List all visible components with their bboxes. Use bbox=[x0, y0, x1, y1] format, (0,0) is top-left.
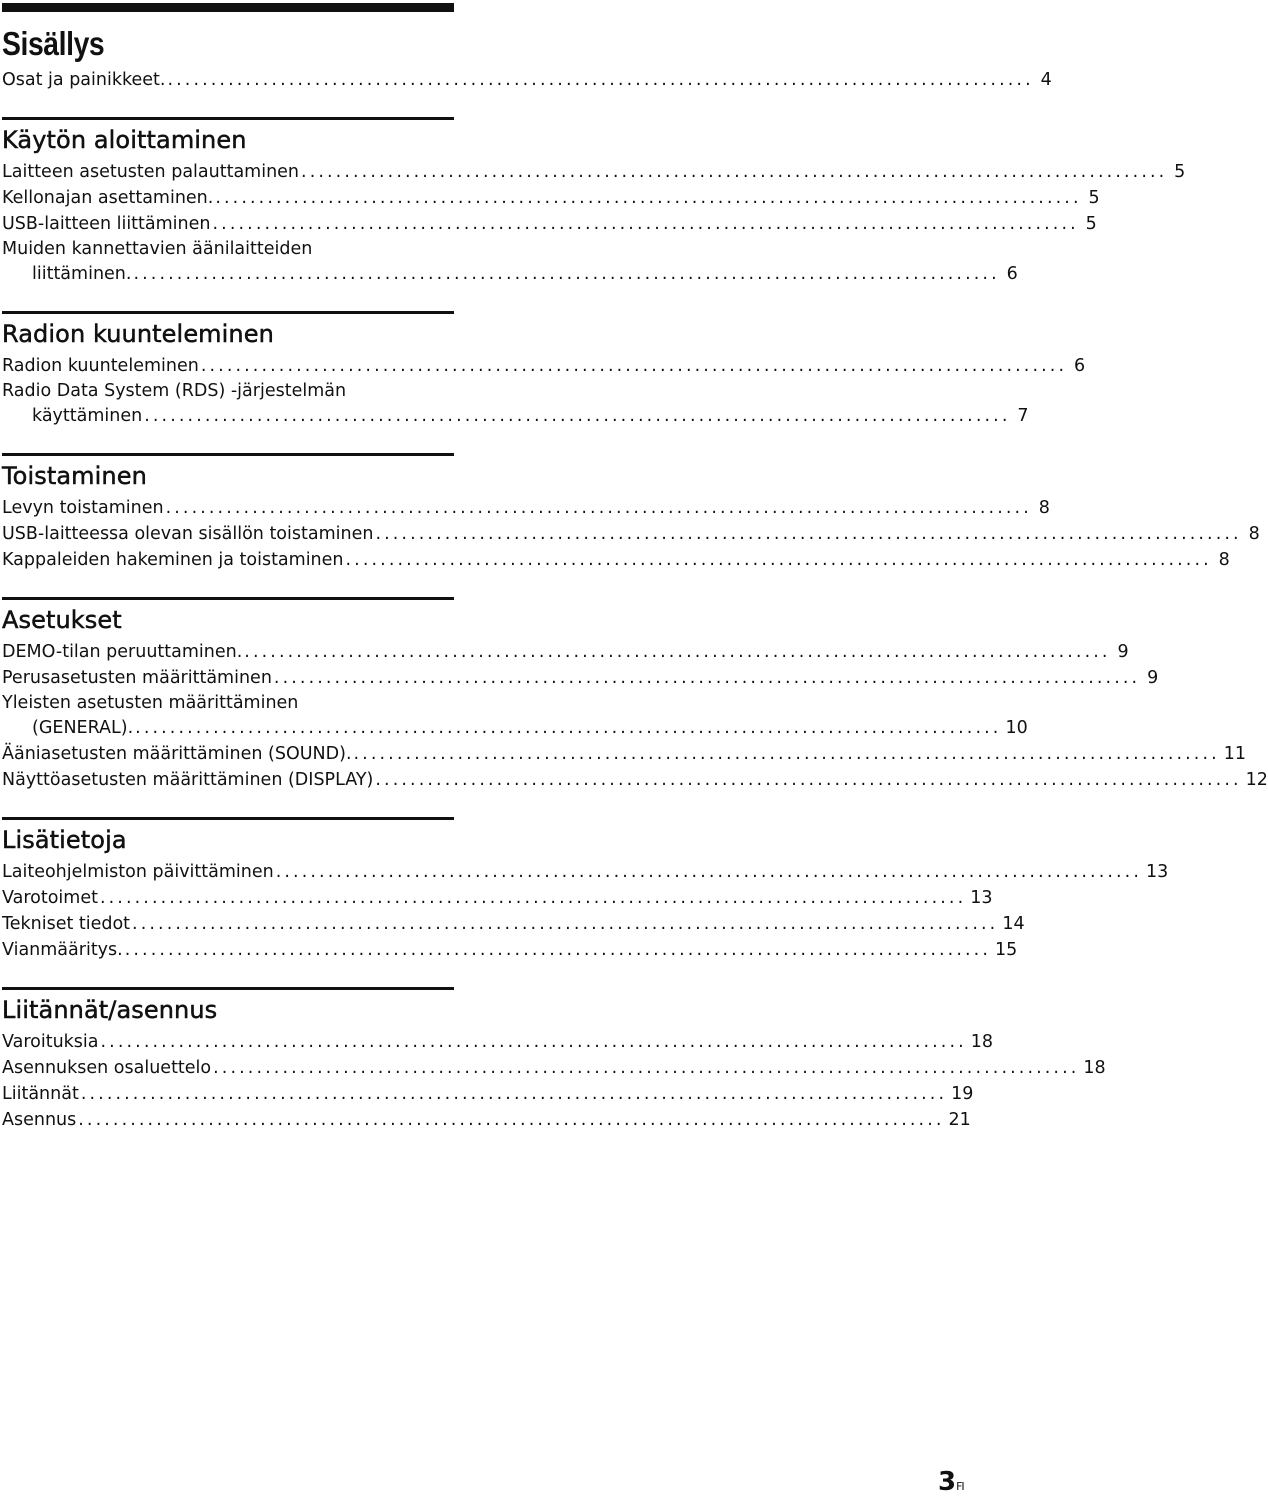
toc-section bbox=[2, 987, 1106, 1133]
toc-entry[interactable] bbox=[2, 691, 1028, 741]
entry-page: 8 bbox=[1038, 498, 1050, 518]
entry-label: Laitteen asetusten palauttaminen bbox=[2, 162, 300, 182]
toc-section bbox=[2, 311, 1086, 429]
dot-leader bbox=[100, 885, 966, 911]
toc-section bbox=[2, 817, 1169, 963]
table-of-contents bbox=[2, 0, 1268, 1133]
dot-leader bbox=[213, 211, 1079, 237]
entry-page: 8 bbox=[1218, 550, 1230, 570]
entry-page: 10 bbox=[1005, 718, 1028, 738]
toc-entry[interactable] bbox=[2, 495, 1050, 521]
toc-sections bbox=[2, 117, 1268, 1133]
toc-entry[interactable] bbox=[2, 67, 1052, 93]
entry-page: 13 bbox=[1146, 862, 1169, 882]
entry-page: 18 bbox=[1083, 1058, 1106, 1078]
dot-leader bbox=[135, 715, 1001, 741]
toc-entry[interactable] bbox=[2, 1081, 974, 1107]
dot-leader bbox=[274, 665, 1140, 691]
dot-leader bbox=[125, 937, 991, 963]
dot-leader bbox=[354, 741, 1220, 767]
toc-entry[interactable] bbox=[2, 1107, 971, 1133]
entry-label: Ääniasetusten määrittäminen (SOUND). bbox=[2, 744, 352, 764]
toc-entry[interactable] bbox=[2, 937, 1018, 963]
entry-label: Tekniset tiedot bbox=[2, 914, 131, 934]
toc-entry[interactable] bbox=[2, 859, 1169, 885]
section-title: Toistaminen bbox=[2, 462, 147, 490]
toc-entry[interactable] bbox=[2, 211, 1097, 237]
toc-entry[interactable] bbox=[2, 159, 1186, 185]
entry-label: USB-laitteessa olevan sisällön toistaminen bbox=[2, 524, 374, 544]
dot-leader bbox=[301, 159, 1167, 185]
entry-page: 5 bbox=[1174, 162, 1186, 182]
entry-page: 9 bbox=[1117, 642, 1129, 662]
dot-leader bbox=[276, 859, 1142, 885]
entry-page: 7 bbox=[1017, 406, 1029, 426]
toc-entry[interactable] bbox=[2, 911, 1025, 937]
entry-page: 9 bbox=[1147, 668, 1159, 688]
toc-entry[interactable] bbox=[2, 639, 1129, 665]
entry-page: 11 bbox=[1223, 744, 1247, 764]
dot-leader bbox=[166, 495, 1032, 521]
page-footer bbox=[938, 1467, 964, 1497]
entry-page: 6 bbox=[1006, 264, 1018, 284]
section-entries bbox=[2, 1029, 1106, 1133]
section-entries bbox=[2, 859, 1169, 963]
title-rule bbox=[2, 3, 454, 12]
toc-section bbox=[2, 453, 1260, 573]
entry-line2 bbox=[2, 403, 1029, 429]
toc-entry[interactable] bbox=[2, 521, 1260, 547]
page-title: Sisällys bbox=[2, 25, 105, 62]
entry-label: Varotoimet bbox=[2, 888, 98, 908]
section-entries bbox=[2, 495, 1260, 573]
section-entries bbox=[2, 353, 1086, 429]
region-code: FI bbox=[956, 1480, 964, 1493]
entry-label: Kappaleiden hakeminen ja toistaminen bbox=[2, 550, 344, 570]
entry-page: 12 bbox=[1245, 770, 1268, 790]
toc-entry[interactable] bbox=[2, 741, 1247, 767]
toc-entry[interactable] bbox=[2, 1055, 1106, 1081]
entry-line2 bbox=[2, 715, 1028, 741]
dot-leader bbox=[101, 1029, 967, 1055]
entry-page: 15 bbox=[995, 940, 1018, 960]
section-title: Käytön aloittaminen bbox=[2, 126, 247, 154]
section-entries bbox=[2, 639, 1268, 793]
dot-leader bbox=[81, 1081, 947, 1107]
entry-page: 5 bbox=[1088, 188, 1100, 208]
entry-label: DEMO-tilan peruuttaminen. bbox=[2, 642, 243, 662]
entry-page: 19 bbox=[951, 1084, 974, 1104]
entry-page: 21 bbox=[948, 1110, 971, 1130]
dot-leader bbox=[167, 67, 1033, 93]
intro-entries bbox=[2, 67, 1052, 93]
entry-label: Näyttöasetusten määrittäminen (DISPLAY) bbox=[2, 770, 374, 790]
section-title: Asetukset bbox=[2, 606, 122, 634]
dot-leader bbox=[215, 185, 1081, 211]
entry-page: 4 bbox=[1040, 70, 1052, 90]
entry-label: liittäminen. bbox=[32, 264, 132, 284]
entry-label-line1: Yleisten asetusten määrittäminen bbox=[2, 693, 299, 713]
toc-entry[interactable] bbox=[2, 185, 1100, 211]
entry-label-line1: Radio Data System (RDS) -järjestelmän bbox=[2, 381, 347, 401]
toc-entry[interactable] bbox=[2, 1029, 994, 1055]
section-title: Liitännät/asennus bbox=[2, 996, 218, 1024]
toc-section bbox=[2, 597, 1268, 793]
entry-label: Asennuksen osaluettelo bbox=[2, 1058, 212, 1078]
entry-page: 8 bbox=[1248, 524, 1260, 544]
section-title: Lisätietoja bbox=[2, 826, 127, 854]
toc-entry[interactable] bbox=[2, 767, 1268, 793]
toc-entry[interactable] bbox=[2, 885, 993, 911]
entry-page: 18 bbox=[970, 1032, 994, 1052]
entry-line2 bbox=[2, 261, 1018, 287]
dot-leader bbox=[144, 403, 1010, 429]
entry-label: (GENERAL). bbox=[32, 718, 134, 738]
dot-leader bbox=[375, 767, 1241, 793]
entry-label-line1: Muiden kannettavien äänilaitteiden bbox=[2, 239, 313, 259]
dot-leader bbox=[346, 547, 1212, 573]
dot-leader bbox=[201, 353, 1067, 379]
entry-label: Perusasetusten määrittäminen bbox=[2, 668, 272, 688]
dot-leader bbox=[132, 911, 998, 937]
toc-entry[interactable] bbox=[2, 665, 1159, 691]
entry-page: 5 bbox=[1085, 214, 1097, 234]
dot-leader bbox=[213, 1055, 1079, 1081]
toc-entry[interactable] bbox=[2, 379, 1029, 429]
entry-label: Radion kuunteleminen bbox=[2, 356, 199, 376]
entry-page: 14 bbox=[1002, 914, 1025, 934]
section-entries bbox=[2, 159, 1186, 287]
entry-label: Laiteohjelmiston päivittäminen bbox=[2, 862, 274, 882]
toc-entry[interactable] bbox=[2, 237, 1018, 287]
dot-leader bbox=[78, 1107, 944, 1133]
dot-leader bbox=[244, 639, 1110, 665]
dot-leader bbox=[375, 521, 1241, 547]
entry-label: käyttäminen bbox=[32, 406, 143, 426]
entry-label: Vianmääritys. bbox=[2, 940, 123, 960]
entry-label: Asennus bbox=[2, 1110, 77, 1130]
toc-entry[interactable] bbox=[2, 547, 1230, 573]
entry-page: 6 bbox=[1073, 356, 1086, 376]
dot-leader bbox=[133, 261, 999, 287]
section-title: Radion kuunteleminen bbox=[2, 320, 274, 348]
entry-page: 13 bbox=[970, 888, 993, 908]
entry-label: Varoituksia bbox=[2, 1032, 99, 1052]
page-number: 3 bbox=[938, 1467, 956, 1497]
entry-label: Levyn toistaminen bbox=[2, 498, 164, 518]
entry-label: Kellonajan asettaminen. bbox=[2, 188, 214, 208]
entry-label: USB-laitteen liittäminen bbox=[2, 214, 211, 234]
toc-section bbox=[2, 117, 1186, 287]
toc-entry[interactable] bbox=[2, 353, 1086, 379]
entry-label: Osat ja painikkeet. bbox=[2, 70, 166, 90]
entry-label: Liitännät bbox=[2, 1084, 79, 1104]
